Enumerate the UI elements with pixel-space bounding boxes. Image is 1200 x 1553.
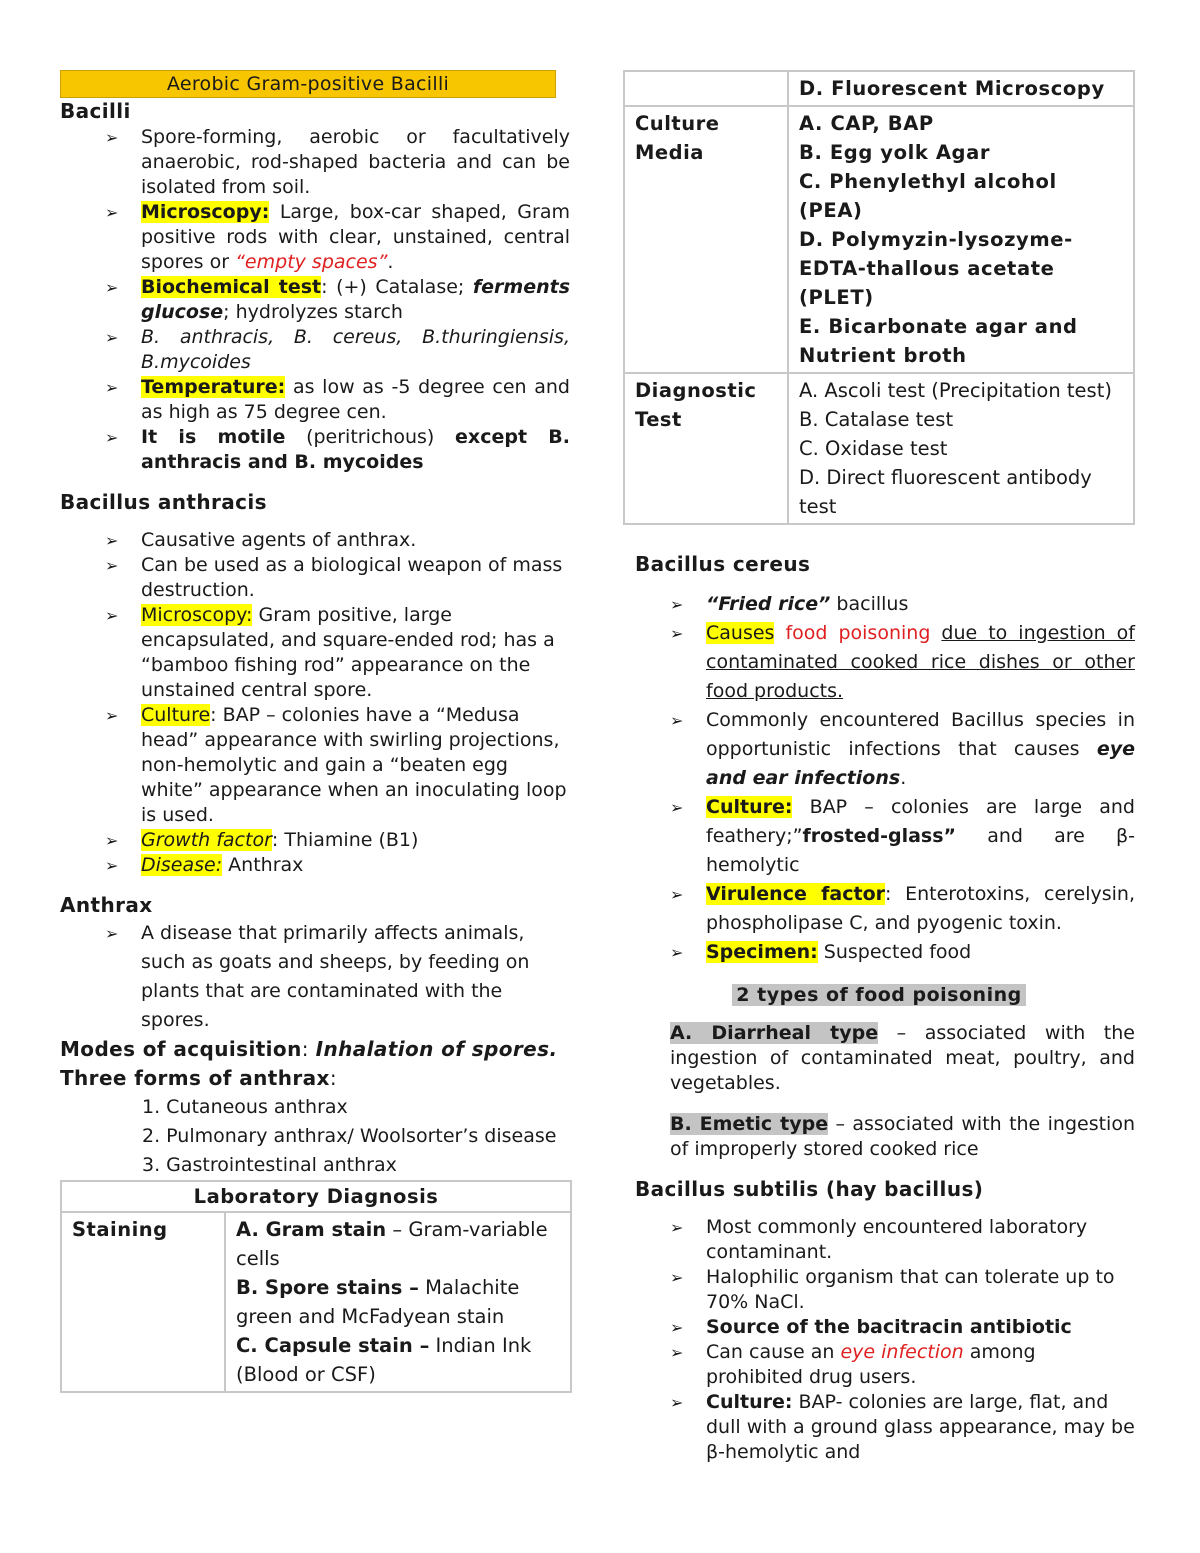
- arrowhead-bullet-icon: ➢: [105, 203, 119, 222]
- arrowhead-bullet-icon: ➢: [105, 531, 119, 550]
- list-item: ➢ Spore-forming, aerobic or facultatively anaerobic, rod-shaped bacteria and can be isolated from soil.: [105, 126, 570, 198]
- arrowhead-bullet-icon: ➢: [105, 856, 119, 875]
- culture-item: D. Polymyzin-lysozyme-EDTA-thallous acetate (PLET): [799, 228, 1073, 309]
- arrowhead-bullet-icon: ➢: [670, 1393, 684, 1412]
- diag-item: A. Ascoli test (Precipitation test): [799, 379, 1112, 402]
- diarrheal-type: A. Diarrheal type – associated with the ingestion of contaminated meat, poultry, and vegetables.: [670, 1022, 1135, 1094]
- arrowhead-bullet-icon: ➢: [670, 624, 684, 643]
- anthrax-list: [60, 919, 570, 1035]
- list-item: ➢ Commonly encountered Bacillus species in opportunistic infections that causes eye and ear infections.: [623, 706, 1135, 793]
- right-column: [623, 70, 1135, 1465]
- list-item: ➢ It is motile (peritrichous) except B. anthracis and B. mycoides: [105, 426, 570, 473]
- section-title-bar: Aerobic Gram-positive Bacilli: [60, 70, 556, 98]
- form-item: 1. Cutaneous anthrax: [142, 1096, 348, 1118]
- arrowhead-bullet-icon: ➢: [105, 278, 119, 297]
- culture-diagnostic-table: [623, 70, 1135, 525]
- list-item: ➢ Biochemical test: (+) Catalase; ferments glucose; hydrolyzes starch: [105, 276, 570, 323]
- arrowhead-bullet-icon: ➢: [670, 595, 684, 614]
- arrowhead-bullet-icon: ➢: [105, 606, 119, 625]
- modes-of-acquisition: Modes of acquisition: Inhalation of spores.: [60, 1037, 558, 1061]
- list-item: ➢ Microscopy: Gram positive, large encapsulated, and square-ended rod; has a “bamboo fishing rod” appearance on the unstained central spore.: [105, 604, 555, 701]
- list-item: ➢ “Fried rice” bacillus: [623, 590, 1135, 619]
- staining-label: Staining: [61, 1212, 225, 1392]
- arrowhead-bullet-icon: ➢: [105, 556, 119, 575]
- list-item: ➢ Microscopy: Large, box-car shaped, Gram positive rods with clear, unstained, central spores or “empty spaces”.: [105, 201, 570, 273]
- culture-item: E. Bicarbonate agar and Nutrient broth: [799, 315, 1078, 367]
- arrowhead-bullet-icon: ➢: [105, 428, 119, 447]
- diag-item: D. Direct fluorescent antibody test: [799, 466, 1092, 518]
- list-item: ➢ A disease that primarily affects animals, such as goats and sheeps, by feeding on plants that are contaminated with the spores.: [60, 919, 570, 1035]
- subtilis-list: [623, 1215, 1135, 1465]
- lab-diagnosis-header: Laboratory Diagnosis: [61, 1181, 571, 1212]
- arrowhead-bullet-icon: ➢: [105, 924, 119, 943]
- food-poisoning-title: 2 types of food poisoning: [732, 984, 1025, 1006]
- list-item: ➢ Culture: BAP- colonies are large, flat, and dull with a ground glass appearance, may be β-hemolytic and: [670, 1391, 1135, 1463]
- cereus-heading: Bacillus cereus: [635, 552, 811, 576]
- staining-cell: [225, 1212, 571, 1392]
- culture-media-cell: [788, 106, 1134, 373]
- list-item: ➢ Can cause an eye infection among prohibited drug users.: [670, 1341, 1036, 1388]
- diagnostic-test-cell: [788, 373, 1134, 524]
- lab-diagnosis-table: [60, 1180, 572, 1393]
- arrowhead-bullet-icon: ➢: [105, 128, 119, 147]
- empty-cell: [624, 71, 788, 106]
- stain-item: B. Spore stains – Malachite green and McFadyean stain: [236, 1276, 520, 1328]
- form-item: 2. Pulmonary anthrax/ Woolsorter’s disease: [142, 1125, 557, 1147]
- subtilis-heading: Bacillus subtilis (hay bacillus): [635, 1177, 984, 1201]
- culture-item: B. Egg yolk Agar: [799, 141, 991, 164]
- form-item: 3. Gastrointestinal anthrax: [142, 1154, 397, 1176]
- stain-item: C. Capsule stain – Indian Ink (Blood or CSF): [236, 1334, 532, 1386]
- arrowhead-bullet-icon: ➢: [670, 943, 684, 962]
- arrowhead-bullet-icon: ➢: [105, 328, 119, 347]
- arrowhead-bullet-icon: ➢: [670, 798, 684, 817]
- list-item: ➢ Causative agents of anthrax.: [105, 529, 417, 551]
- arrowhead-bullet-icon: ➢: [670, 1318, 684, 1337]
- arrowhead-bullet-icon: ➢: [105, 831, 119, 850]
- anthrax-heading: Anthrax: [60, 893, 153, 917]
- arrowhead-bullet-icon: ➢: [670, 711, 684, 730]
- culture-item: A. CAP, BAP: [799, 112, 934, 135]
- list-item: ➢ Disease: Anthrax: [105, 854, 304, 876]
- list-item: ➢ Causes food poisoning due to ingestion of contaminated cooked rice dishes or other food products.: [623, 619, 1135, 706]
- list-item: ➢ Specimen: Suspected food: [623, 938, 1135, 967]
- left-column: [60, 70, 570, 1393]
- list-item: ➢ Culture: BAP – colonies have a “Medusa head” appearance with swirling projections, non-hemolytic and gain a “beaten egg white” appearance when an inoculating loop is used.: [105, 704, 567, 826]
- culture-media-label: Culture Media: [624, 106, 788, 373]
- fluorescent-microscopy-cell: D. Fluorescent Microscopy: [788, 71, 1134, 106]
- diag-item: B. Catalase test: [799, 408, 954, 431]
- diag-item: C. Oxidase test: [799, 437, 948, 460]
- list-item: ➢ Source of the bacitracin antibiotic: [670, 1316, 1072, 1338]
- list-item: ➢ Most commonly encountered laboratory contaminant.: [670, 1216, 1088, 1263]
- arrowhead-bullet-icon: ➢: [670, 1268, 684, 1287]
- bacilli-list: [60, 125, 570, 475]
- anthracis-list: [60, 528, 570, 878]
- list-item: ➢ Can be used as a biological weapon of mass destruction.: [105, 554, 563, 601]
- arrowhead-bullet-icon: ➢: [105, 706, 119, 725]
- three-forms-heading: Three forms of anthrax:: [60, 1066, 337, 1090]
- arrowhead-bullet-icon: ➢: [670, 1218, 684, 1237]
- emetic-type: B. Emetic type – associated with the ingestion of improperly stored cooked rice: [670, 1113, 1135, 1160]
- list-item: ➢ Virulence factor: Enterotoxins, cerelysin, phospholipase C, and pyogenic toxin.: [623, 880, 1135, 938]
- anthracis-heading: Bacillus anthracis: [60, 490, 267, 514]
- list-item: ➢ Culture: BAP – colonies are large and feathery;”frosted-glass” and are β-hemolytic: [623, 793, 1135, 880]
- arrowhead-bullet-icon: ➢: [105, 378, 119, 397]
- diagnostic-test-label: Diagnostic Test: [624, 373, 788, 524]
- cereus-list: [623, 590, 1135, 967]
- list-item: ➢ Halophilic organism that can tolerate up to 70% NaCl.: [670, 1266, 1115, 1313]
- list-item: ➢ B. anthracis, B. cereus, B.thuringiensis, B.mycoides: [105, 326, 570, 373]
- arrowhead-bullet-icon: ➢: [670, 1343, 684, 1362]
- list-item: ➢ Temperature: as low as -5 degree cen and as high as 75 degree cen.: [105, 376, 570, 423]
- stain-item: A. Gram stain – Gram-variable cells: [236, 1218, 548, 1270]
- list-item: ➢ Growth factor: Thiamine (B1): [105, 829, 419, 851]
- food-poisoning-title-wrap: [623, 981, 1135, 1009]
- arrowhead-bullet-icon: ➢: [670, 885, 684, 904]
- culture-item: C. Phenylethyl alcohol (PEA): [799, 170, 1057, 222]
- bacilli-heading: Bacilli: [60, 99, 131, 123]
